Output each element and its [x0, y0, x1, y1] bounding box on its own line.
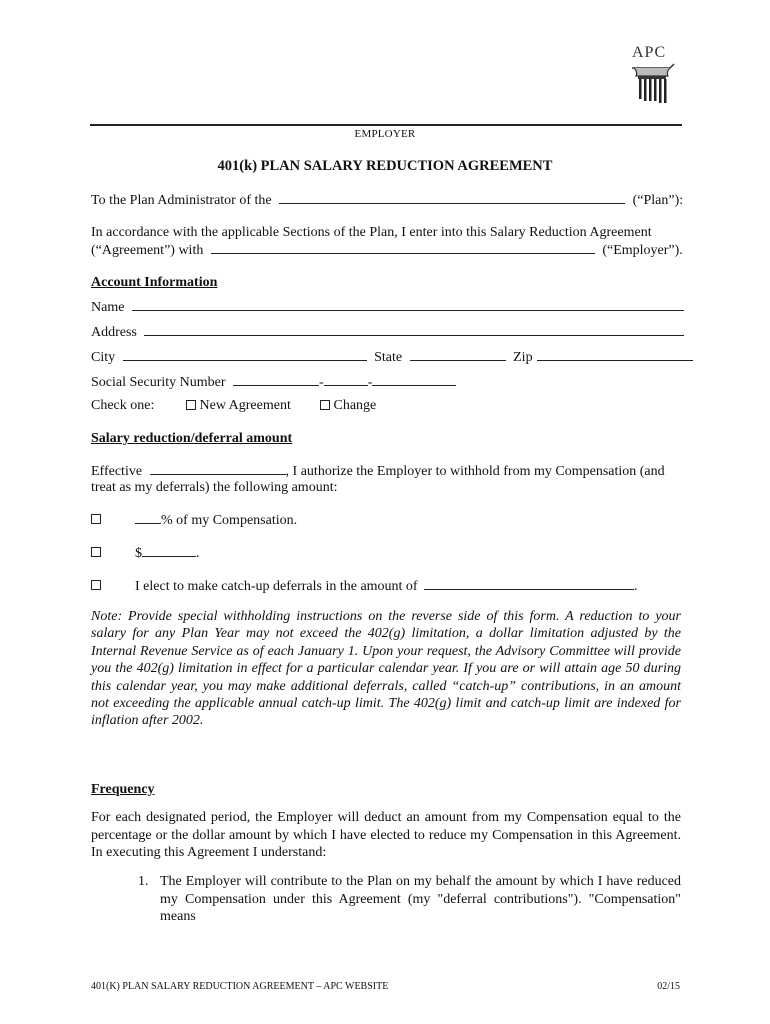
dollar-sign: $: [135, 546, 142, 561]
effective-label: Effective: [91, 464, 143, 479]
zip-field[interactable]: [537, 348, 693, 361]
change-checkbox[interactable]: [320, 400, 330, 410]
address-field[interactable]: [144, 323, 684, 336]
account-information-heading: Account Information: [91, 275, 218, 290]
salary-reduction-heading: Salary reduction/deferral amount: [91, 431, 293, 446]
catchup-label: I elect to make catch-up deferrals in the amount of: [135, 579, 418, 594]
catchup-option: [91, 577, 101, 595]
catchup-text-row: [135, 577, 638, 596]
item-1-text: The Employer will contribute to the Plan on my behalf the amount by which I have reduced my Compensation under this Agreement (my "deferral contributions"). "Compensation" means: [160, 874, 681, 924]
catchup-period: .: [634, 579, 638, 594]
accordance-line-1: In accordance with the applicable Sections of the Plan, I enter into this Salary Reduction Agreement: [91, 225, 652, 240]
footer-title: 401(K) PLAN SALARY REDUCTION AGREEMENT – APC WEBSITE: [91, 981, 389, 992]
effective-authorize-text: , I authorize the Employer to withhold from my Compensation (and: [285, 464, 665, 479]
ssn-row: [91, 373, 456, 392]
ssn-field-part1[interactable]: [233, 373, 319, 386]
apc-logo: [628, 44, 680, 104]
zip-label: Zip: [513, 350, 533, 365]
new-agreement-option[interactable]: [186, 397, 291, 415]
percent-field[interactable]: [135, 511, 161, 524]
dollar-field[interactable]: [142, 544, 196, 557]
city-label: City: [91, 350, 116, 365]
dollar-option: [91, 544, 101, 562]
catchup-checkbox[interactable]: [91, 580, 101, 590]
effective-line-2: treat as my deferrals) the following amount:: [91, 480, 338, 495]
item-1-number: 1.: [138, 874, 149, 889]
address-label: Address: [91, 325, 137, 340]
name-label: Name: [91, 300, 125, 315]
footer-date: 02/15: [657, 981, 680, 992]
ssn-dash-2: -: [367, 375, 373, 390]
ssn-dash-1: -: [319, 375, 324, 390]
plan-label: (“Plan”):: [632, 193, 684, 208]
frequency-paragraph: For each designated period, the Employer will deduct an amount from my Compensation equal to the percentage or the dollar amount by which I have elected to reduce my Compensation in this Agreement. In executing this Agreement I understand:: [91, 810, 681, 860]
frequency-heading: Frequency: [91, 782, 155, 797]
percent-option: [91, 511, 101, 529]
ssn-field-part3[interactable]: [372, 373, 456, 386]
new-agreement-label: New Agreement: [199, 398, 291, 413]
plan-administrator-row: [91, 191, 683, 210]
dollar-checkbox[interactable]: [91, 547, 101, 557]
city-state-zip-row: [91, 348, 693, 367]
document-category: EMPLOYER: [354, 128, 416, 140]
percent-checkbox[interactable]: [91, 514, 101, 524]
document-title: 401(k) PLAN SALARY REDUCTION AGREEMENT: [217, 158, 553, 174]
state-field[interactable]: [410, 348, 506, 361]
check-one-row: [91, 397, 154, 415]
employer-name-field[interactable]: [211, 241, 595, 254]
plan-administrator-label: To the Plan Administrator of the: [91, 193, 272, 208]
ssn-label: Social Security Number: [91, 375, 226, 390]
change-option[interactable]: [320, 397, 376, 415]
check-one-label: Check one:: [91, 398, 155, 413]
header-rule: [90, 124, 682, 126]
agreement-label: (“Agreement”) with: [91, 243, 204, 258]
name-field[interactable]: [132, 298, 684, 311]
column-icon: [630, 62, 676, 104]
logo-text: APC: [632, 44, 667, 61]
state-label: State: [374, 350, 403, 365]
withholding-note: Note: Provide special withholding instructions on the reverse side of this form. A reduction to your salary for any Plan Year may not exceed the 402(g) limitation, a dollar limitation adjusted by the Internal Revenue Service as of each January 1. Upon your request, the Advisory Committee will provide you the 402(g) limitation in effect for a particular calendar year. If you are or will attain age 50 during this calendar year, you may make additional deferrals, called “catch-up” contributions, in an amount not exceeding the applicable annual catch-up limit. The 402(g) limit and catch-up limit are indexed for inflation after 2002.: [91, 609, 681, 729]
percent-label: % of my Compensation.: [161, 513, 298, 528]
name-row: [91, 298, 684, 317]
ssn-field-part2[interactable]: [324, 373, 368, 386]
address-row: [91, 323, 684, 342]
employer-label: (“Employer”).: [602, 243, 683, 258]
percent-text-row: [135, 511, 297, 530]
change-label: Change: [333, 398, 377, 413]
plan-name-field[interactable]: [279, 191, 625, 204]
city-field[interactable]: [123, 348, 367, 361]
accordance-line-2: [91, 241, 683, 260]
dollar-text-row: [135, 544, 200, 563]
new-agreement-checkbox[interactable]: [186, 400, 196, 410]
effective-date-field[interactable]: [150, 462, 286, 475]
dollar-period: .: [196, 546, 200, 561]
catchup-amount-field[interactable]: [424, 577, 634, 590]
